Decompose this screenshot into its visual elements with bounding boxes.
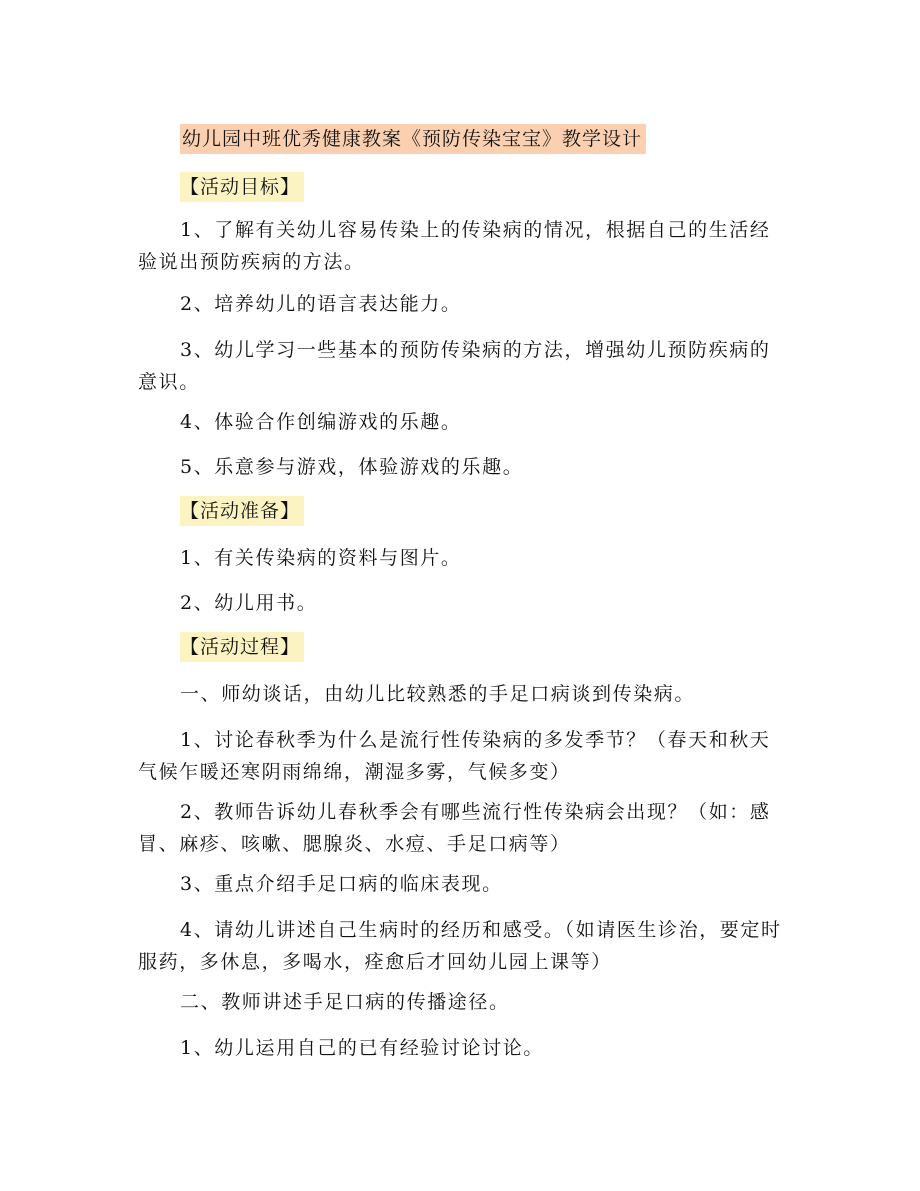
process-step-7: 1、幼儿运用自己的已有经验讨论讨论。 — [180, 1037, 544, 1059]
prep-item-2: 2、幼儿用书。 — [180, 592, 318, 614]
title-row — [180, 124, 646, 154]
section-heading-prep: 【活动准备】 — [180, 496, 304, 526]
process-step-2: 1、讨论春秋季为什么是流行性传染病的多发季节？（春天和秋天气候乍暖还寒阴雨绵绵，潮湿多雾，气候多变） — [138, 729, 771, 783]
section-heading-goals: 【活动目标】 — [180, 172, 304, 202]
process-step-3: 2、教师告诉幼儿春秋季会有哪些流行性传染病会出现？（如：感冒、麻疹、咳嗽、腮腺炎、水痘、手足口病等） — [138, 801, 771, 855]
process-step-5: 4、请幼儿讲述自己生病时的经历和感受。（如请医生诊治，要定时服药，多休息，多喝水，痊愈后才回幼儿园上课等） — [138, 919, 782, 973]
section-heading-process: 【活动过程】 — [180, 632, 304, 662]
goal-item-3: 3、幼儿学习一些基本的预防传染病的方法，增强幼儿预防疾病的意识。 — [138, 339, 771, 393]
process-step-4: 3、重点介绍手足口病的临床表现。 — [180, 873, 503, 895]
document-title: 幼儿园中班优秀健康教案《预防传染宝宝》教学设计 — [180, 124, 646, 154]
goal-item-5: 5、乐意参与游戏，体验游戏的乐趣。 — [180, 456, 524, 478]
prep-item-1: 1、有关传染病的资料与图片。 — [180, 547, 462, 569]
goal-item-4: 4、体验合作创编游戏的乐趣。 — [180, 411, 462, 433]
process-step-1: 一、师幼谈话，由幼儿比较熟悉的手足口病谈到传染病。 — [180, 683, 696, 705]
process-step-6: 二、教师讲述手足口病的传播途径。 — [180, 991, 510, 1013]
goal-item-2: 2、培养幼儿的语言表达能力。 — [180, 293, 462, 315]
goal-item-1: 1、了解有关幼儿容易传染上的传染病的情况，根据自己的生活经验说出预防疾病的方法。 — [138, 219, 771, 273]
